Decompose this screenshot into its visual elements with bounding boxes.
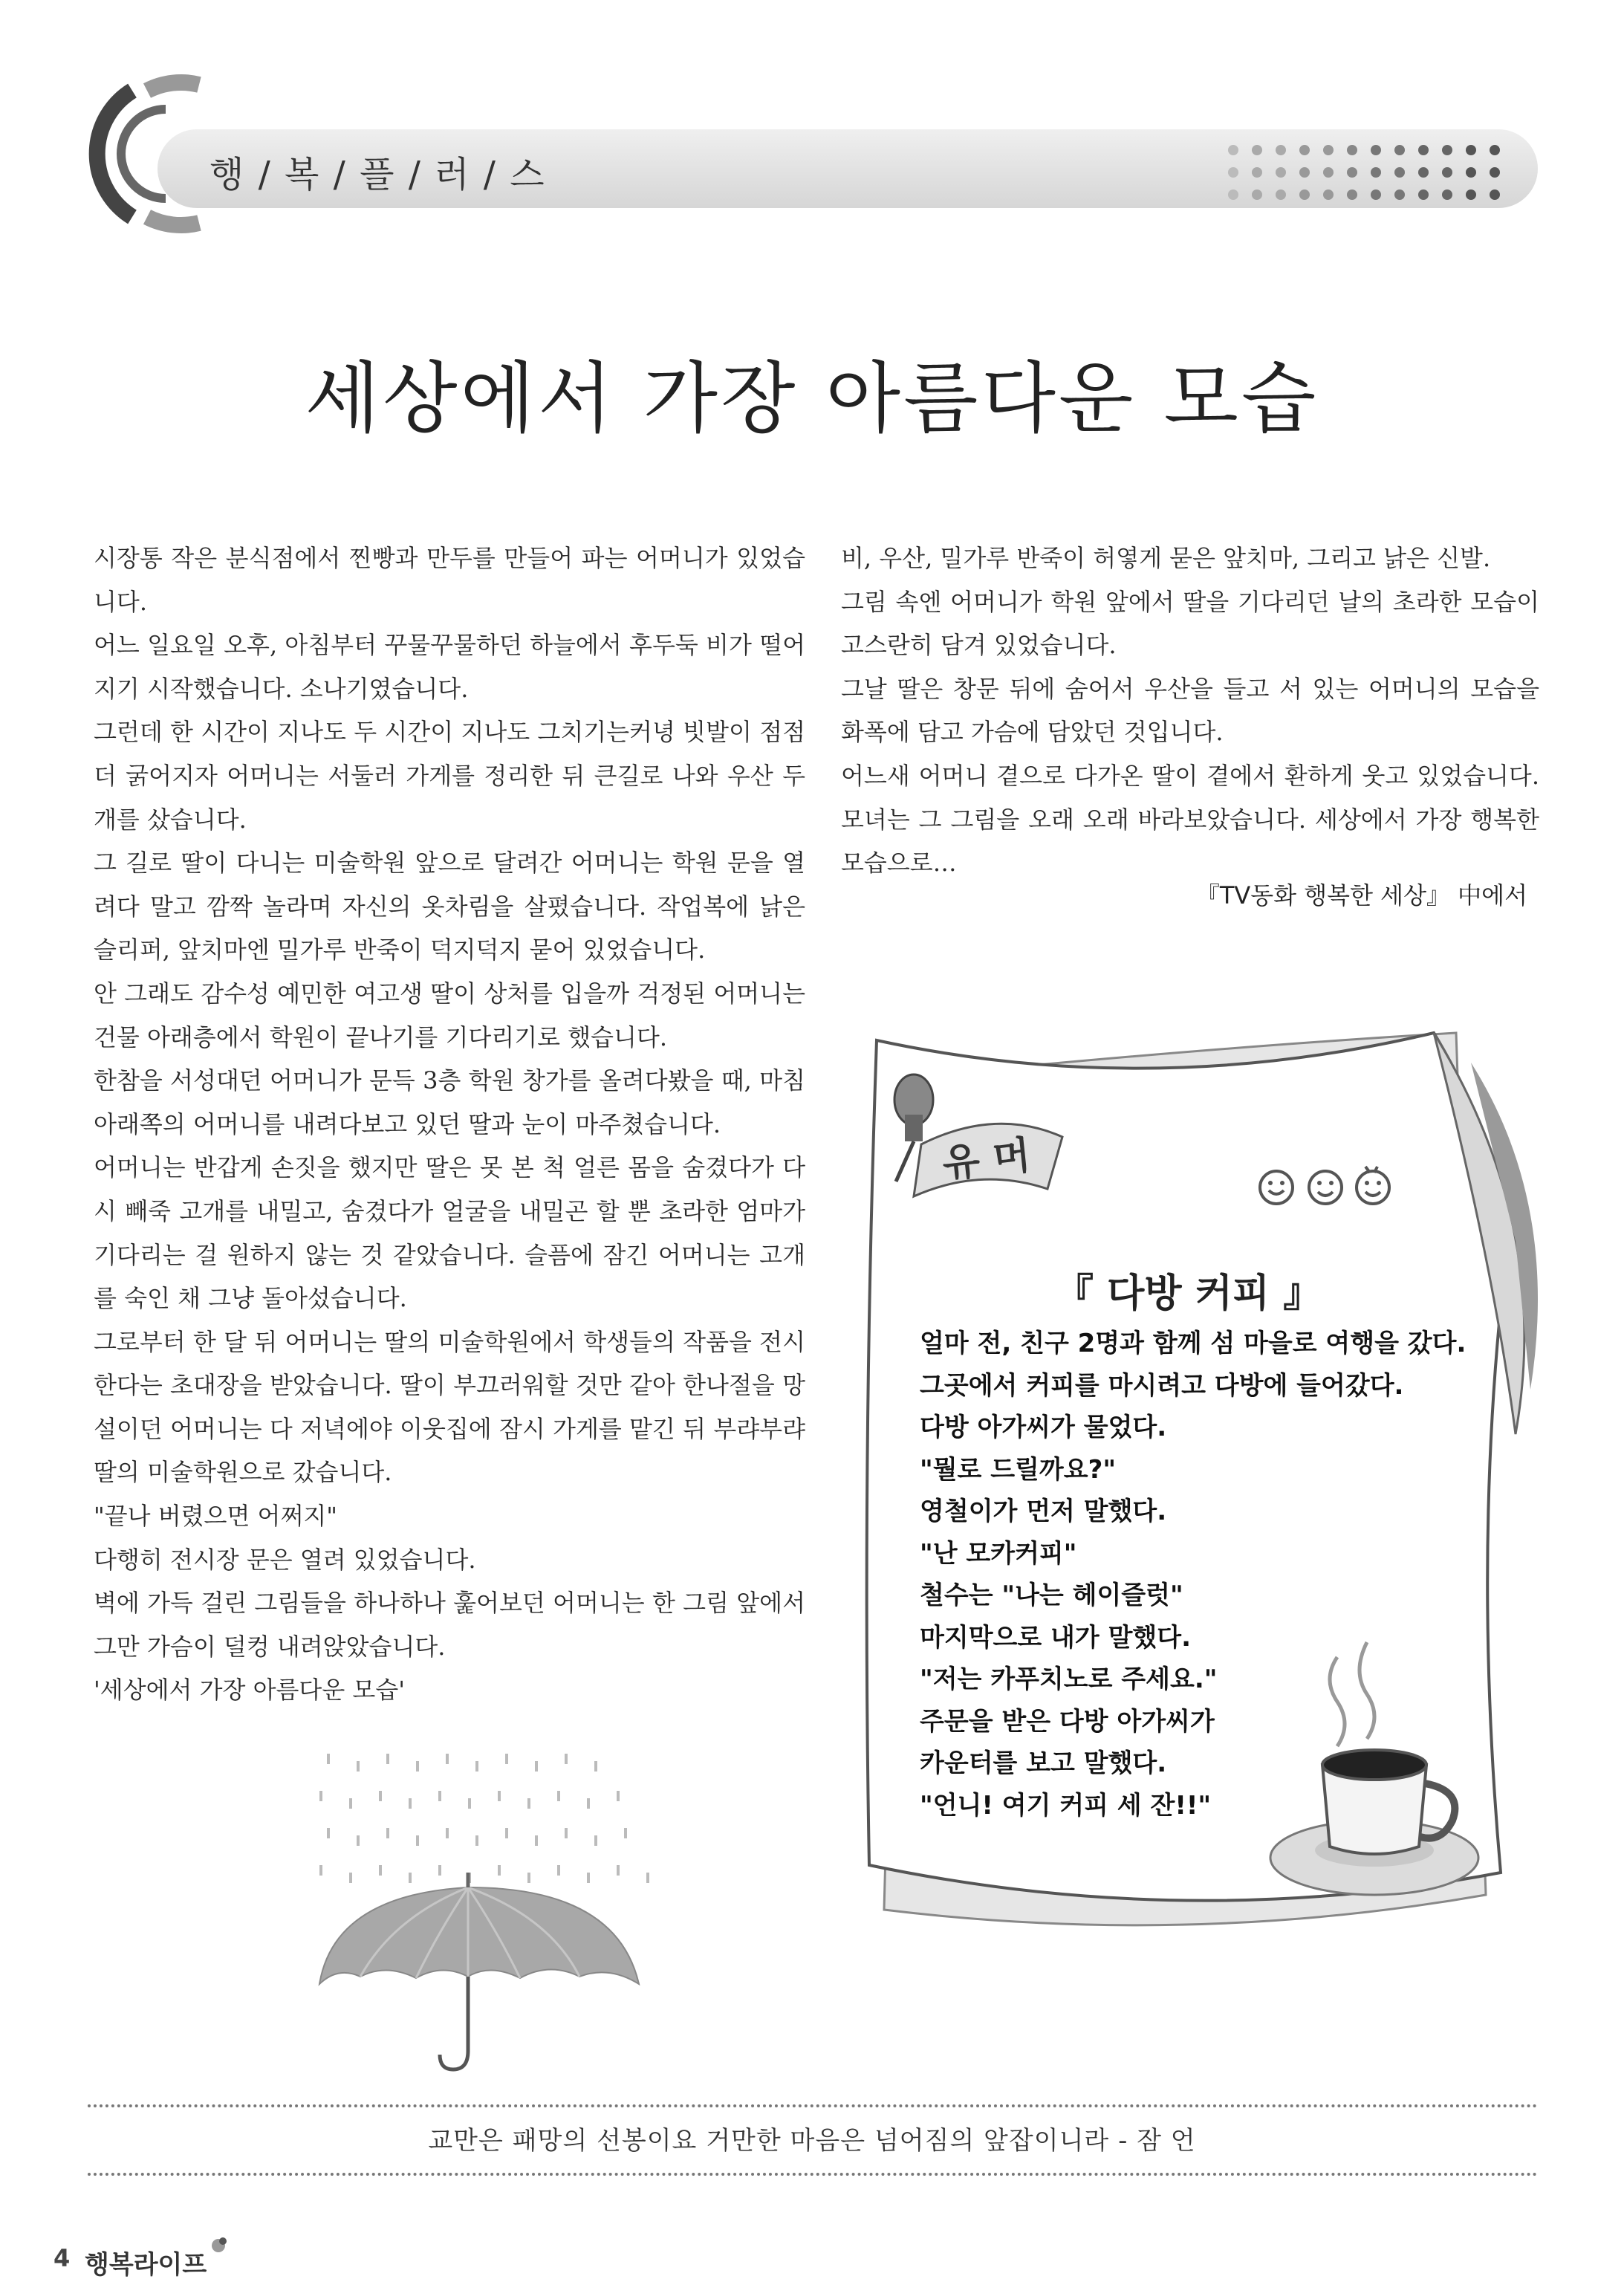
umbrella-rain-illustration xyxy=(305,1754,765,2081)
article-title: 세상에서 가장 아름다운 모습 xyxy=(305,353,1319,444)
proverb-text: 교만은 패망의 선봉이요 거만한 마음은 넘어짐의 앞잡이니라 - 잠 언 xyxy=(428,2126,1196,2156)
story-paragraph: 안 그래도 감수성 예민한 여고생 딸이 상처를 입을까 걱정된 어머니는 건물 아래층에서 학원이 끝나기를 기다리기로 했습니다. xyxy=(94,979,805,1051)
joke-line: 카운터를 보고 말했다. xyxy=(920,1748,1167,1778)
story-paragraph: 시장통 작은 분식점에서 찐빵과 만두를 만들어 파는 어머니가 있었습니다. xyxy=(94,544,805,616)
story-paragraph: 다행히 전시장 문은 열려 있었습니다. xyxy=(94,1545,476,1574)
joke-line: "난 모카커피" xyxy=(920,1538,1077,1569)
story-paragraph: 그 길로 딸이 다니는 미술학원 앞으로 달려간 어머니는 학원 문을 열려다 말고 깜짝 놀라며 자신의 옷차림을 살폈습니다. 작업복에 낡은 슬리퍼, 앞치마엔 밀가루 반죽이 덕지덕지 묻어 있었습니다. xyxy=(94,849,805,965)
joke-line: 얼마 전, 친구 2명과 함께 섬 마을로 여행을 갔다. xyxy=(920,1329,1467,1358)
joke-line: 그곳에서 커피를 마시려고 다방에 들어갔다. xyxy=(920,1370,1404,1401)
joke-line: "언니! 여기 커피 세 잔!!" xyxy=(920,1790,1212,1821)
smiley-faces-icon xyxy=(1254,1159,1395,1211)
joke-line: 마지막으로 내가 말했다. xyxy=(920,1622,1192,1653)
joke-line: "저는 카푸치노로 주세요." xyxy=(920,1665,1218,1694)
story-paragraph: 비, 우산, 밀가루 반죽이 허옇게 묻은 앞치마, 그리고 낡은 신발. xyxy=(841,544,1491,572)
story-paragraph: 어느 일요일 오후, 아침부터 꾸물꾸물하던 하늘에서 후두둑 비가 떨어지기 시작했습니다. 소나기였습니다. xyxy=(94,631,805,703)
proverb-bottom-divider xyxy=(88,2173,1538,2176)
humor-label: 유 머 xyxy=(940,1132,1033,1187)
page-number: 4 xyxy=(53,2244,71,2272)
dot-pattern-decoration xyxy=(1226,143,1508,202)
story-paragraph: 그로부터 한 달 뒤 어머니는 딸의 미술학원에서 학생들의 작품을 전시한다는 초대장을 받았습니다. 딸이 부끄러워할 것만 같아 한나절을 망설이던 어머니는 다 저녁에야 이웃집에 잠시 가게를 맡긴 뒤 부랴부랴 딸의 미술학원으로 갔습니다. xyxy=(94,1327,805,1487)
joke-line: 영철이가 먼저 말했다. xyxy=(920,1497,1167,1526)
joke-line: 철수는 "나는 헤이즐럿" xyxy=(920,1581,1183,1610)
story-paragraph: 어머니는 반갑게 손짓을 했지만 딸은 못 본 척 얼른 몸을 숨겼다가 다시 빼죽 고개를 내밀고, 숨겼다가 얼굴을 내밀곤 할 뿐 초라한 엄마가 기다리는 걸 원하지 않는 것 같았습니다. 슬픔에 잠긴 어머니는 고개를 숙인 채 그냥 돌아섰습니다. xyxy=(94,1153,805,1313)
joke-line: 다방 아가씨가 물었다. xyxy=(920,1413,1167,1442)
story-paragraph: 한참을 서성대던 어머니가 문득 3층 학원 창가를 올려다봤을 때, 마침 아래쪽의 어머니를 내려다보고 있던 딸과 눈이 마주쳤습니다. xyxy=(94,1066,805,1138)
story-paragraph: "끝나 버렸으면 어쩌지" xyxy=(94,1502,337,1531)
story-paragraph: 그날 딸은 창문 뒤에 숨어서 우산을 들고 서 있는 어머니의 모습을 화폭에 담고 가슴에 담았던 것입니다. xyxy=(841,674,1539,747)
story-paragraph: 벽에 가득 걸린 그림들을 하나하나 훑어보던 어머니는 한 그림 앞에서 그만 가슴이 덜컹 내려앉았습니다. xyxy=(94,1589,805,1661)
coffee-cup-icon xyxy=(1263,1635,1486,1902)
joke-line: "뭘로 드릴까요?" xyxy=(920,1454,1117,1485)
joke-line: 주문을 받은 다방 아가씨가 xyxy=(920,1706,1215,1737)
section-title: 행 / 복 / 플 / 러 / 스 xyxy=(210,154,546,195)
story-right-column xyxy=(841,537,1539,885)
story-paragraph: 그림 속엔 어머니가 학원 앞에서 딸을 기다리던 날의 초라한 모습이 고스란히 담겨 있었습니다. xyxy=(841,587,1539,660)
magazine-name: 행복라이프 xyxy=(85,2250,207,2280)
story-paragraph: 그런데 한 시간이 지나도 두 시간이 지나도 그치기는커녕 빗발이 점점 더 굵어지자 어머니는 서둘러 가게를 정리한 뒤 큰길로 나와 우산 두 개를 샀습니다. xyxy=(94,718,805,834)
proverb-top-divider xyxy=(88,2104,1538,2107)
story-paragraph: '세상에서 가장 아름다운 모습' xyxy=(94,1676,406,1705)
story-paragraph: 어느새 어머니 곁으로 다가온 딸이 곁에서 환하게 웃고 있었습니다. 모녀는 그 그림을 오래 오래 바라보았습니다. 세상에서 가장 행복한 모습으로… xyxy=(841,761,1539,878)
joke-title: 『 다방 커피 』 xyxy=(1055,1271,1322,1316)
story-source: 『TV동화 행복한 세상』 中에서 xyxy=(1195,881,1527,910)
magazine-logo-mark-icon xyxy=(208,2235,230,2253)
story-left-column xyxy=(94,537,805,1712)
